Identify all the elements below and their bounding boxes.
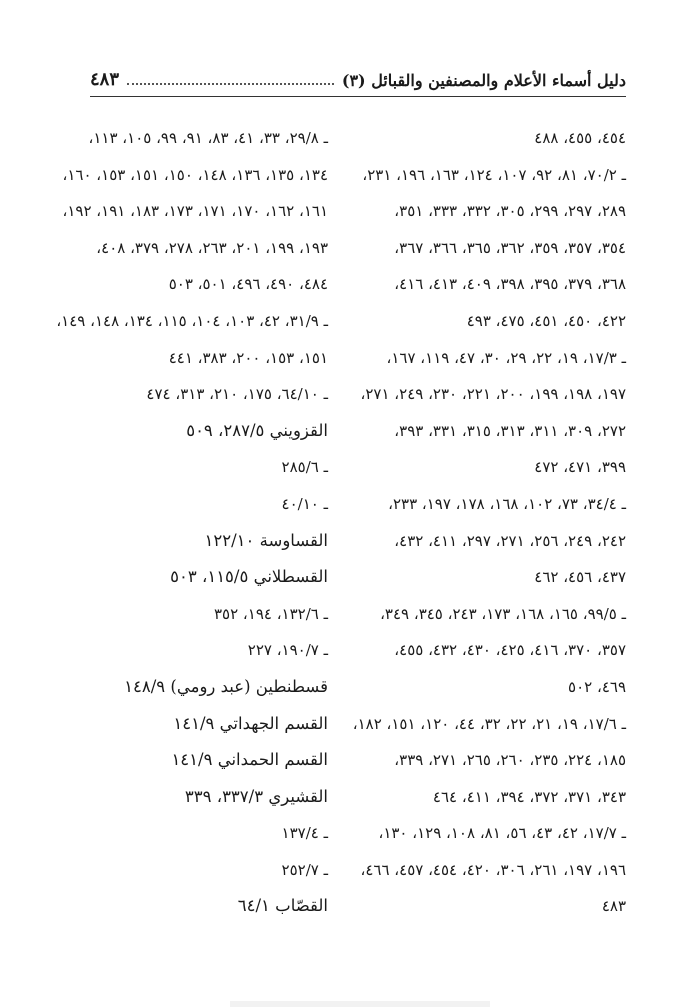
- header-dot-leader: [127, 83, 334, 85]
- index-entry-continuation: ـ ٢٩/٨، ٣٣، ٤١، ٨٣، ٩١، ٩٩، ١٠٥، ١١٣،: [88, 129, 328, 147]
- index-entry-continuation: ٤٣٧، ٤٥٦، ٤٦٢: [534, 568, 626, 587]
- index-entry-continuation: ١٨٥، ٢٢٤، ٢٣٥، ٢٦٠، ٢٦٥، ٢٧١، ٣٣٩،: [394, 751, 626, 770]
- index-entry-continuation: ـ ١٧/٧، ٤٢، ٤٣، ٥٦، ٨١، ١٠٨، ١٢٩، ١٣٠،: [378, 824, 626, 843]
- page-bottom-edge: [230, 1001, 490, 1007]
- index-entry-continuation: ـ ٣١/٩، ٤٢، ١٠٣، ١٠٤، ١١٥، ١٣٤، ١٤٨، ١٤٩،: [56, 311, 328, 330]
- page-header: [90, 60, 626, 97]
- index-entry-continuation: ـ ٢٥٢/٧: [281, 860, 328, 879]
- running-title: دليل أسماء الأعلام والمصنفين والقبائل (٣): [341, 71, 626, 90]
- index-entry-continuation: ٣٥٤، ٣٥٧، ٣٥٩، ٣٦٢، ٣٦٥، ٣٦٦، ٣٦٧،: [394, 238, 626, 257]
- index-entry-continuation: ـ ١٣٧/٤: [281, 824, 328, 843]
- index-entry-name: القسم الجهداتي ١٤١/٩: [173, 713, 328, 733]
- index-entry-continuation: ـ ٣٤/٤، ٧٣، ١٠٢، ١٦٨، ١٧٨، ١٩٧، ٢٣٣،: [388, 494, 626, 513]
- index-entry-continuation: ١٦١، ١٦٢، ١٧٠، ١٧١، ١٧٣، ١٨٣، ١٩١، ١٩٢،: [62, 202, 328, 221]
- index-entry-name: قسطنطين (عبد رومي) ١٤٨/٩: [124, 676, 328, 696]
- index-entry-continuation: ـ ٧٠/٢، ٨١، ٩٢، ١٠٧، ١٢٤، ١٦٣، ١٩٦، ٢٣١،: [362, 165, 626, 184]
- index-entry-continuation: ٢٨٩، ٢٩٧، ٢٩٩، ٣٠٥، ٣٣٢، ٣٣٣، ٣٥١،: [394, 202, 626, 221]
- index-entry-continuation: ـ ١٩٠/٧، ٢٢٧: [247, 641, 328, 660]
- index-entry-continuation: ـ ٤٠/١٠: [281, 494, 328, 513]
- index-entry-continuation: ١٩٣، ١٩٩، ٢٠١، ٢٦٣، ٢٧٨، ٣٧٩، ٤٠٨،: [96, 238, 328, 257]
- index-entry-name: القزويني ٢٨٧/٥، ٥٠٩: [186, 420, 328, 440]
- index-entry-continuation: ـ ٦٤/١٠، ١٧٥، ٢١٠، ٣١٣، ٤٧٤: [146, 385, 328, 404]
- index-entry-continuation: ـ ١٣٢/٦، ١٩٤، ٣٥٢: [213, 604, 328, 623]
- index-entry-continuation: ٢٧٢، ٣٠٩، ٣١١، ٣١٣، ٣١٥، ٣٣١، ٣٩٣،: [394, 421, 626, 440]
- index-entry-continuation: ـ ١٧/٦، ١٩، ٢١، ٢٢، ٣٢، ٤٤، ١٢٠، ١٥١، ١٨٢،: [352, 714, 626, 733]
- index-entry-name: القسطلاني ١١٥/٥، ٥٠٣: [170, 567, 328, 587]
- index-entry-continuation: ـ ٩٩/٥، ١٦٥، ١٦٨، ١٧٣، ٢٤٣، ٣٤٥، ٣٤٩،: [380, 604, 626, 623]
- index-entry-continuation: ٣٩٩، ٤٧١، ٤٧٢: [534, 458, 626, 477]
- index-entry-continuation: ٤٥٤، ٤٥٥، ٤٨٨: [534, 129, 626, 147]
- index-entry-name: القساوسة ١٢٢/١٠: [204, 530, 328, 550]
- index-entry-continuation: ٤٨٤، ٤٩٠، ٤٩٦، ٥٠١، ٥٠٣: [168, 275, 328, 294]
- index-entry-continuation: ٣٥٧، ٣٧٠، ٤١٦، ٤٢٥، ٤٣٠، ٤٣٢، ٤٥٥،: [394, 641, 626, 660]
- index-entry-continuation: ٣٤٣، ٣٧١، ٣٧٢، ٣٩٤، ٤١١، ٤٦٤: [432, 787, 626, 806]
- page-number: ٤٨٣: [90, 69, 120, 90]
- index-entry-continuation: ٣٦٨، ٣٧٩، ٣٩٥، ٣٩٨، ٤٠٩، ٤١٣، ٤١٦،: [394, 275, 626, 294]
- index-entry-continuation: ١٥١، ١٥٣، ٢٠٠، ٣٨٣، ٤٤١: [168, 348, 328, 367]
- index-entry-continuation: ٢٤٢، ٢٤٩، ٢٥٦، ٢٧١، ٢٩٧، ٤١١، ٤٣٢،: [394, 531, 626, 550]
- index-entry-continuation: ـ ٢٨٥/٦: [281, 458, 328, 477]
- index-entry-continuation: ١٩٧، ١٩٨، ١٩٩، ٢٠٠، ٢٢١، ٢٣٠، ٢٤٩، ٢٧١،: [360, 385, 626, 404]
- index-entry-name: القشيري ٣٣٧/٣، ٣٣٩: [184, 786, 328, 806]
- index-column-left: [56, 120, 328, 925]
- index-column-right: [336, 120, 626, 925]
- index-entry-continuation: ـ ١٧/٣، ١٩، ٢٢، ٢٩، ٣٠، ٤٧، ١١٩، ١٦٧،: [386, 348, 626, 367]
- index-entry-continuation: ١٣٤، ١٣٥، ١٣٦، ١٤٨، ١٥٠، ١٥١، ١٥٣، ١٦٠،: [62, 165, 328, 184]
- index-entry-continuation: ٤٨٣: [601, 897, 626, 916]
- index-entry-continuation: ٤٢٢، ٤٥٠، ٤٥١، ٤٧٥، ٤٩٣: [466, 311, 626, 330]
- index-entry-name: القصّاب ٦٤/١: [237, 896, 328, 916]
- index-entry-name: القسم الحمداني ١٤١/٩: [171, 750, 328, 770]
- index-entry-continuation: ٤٦٩، ٥٠٢: [568, 677, 626, 696]
- index-entry-continuation: ١٩٦، ١٩٧، ٢٦١، ٣٠٦، ٤٢٠، ٤٥٤، ٤٥٧، ٤٦٦،: [360, 860, 626, 879]
